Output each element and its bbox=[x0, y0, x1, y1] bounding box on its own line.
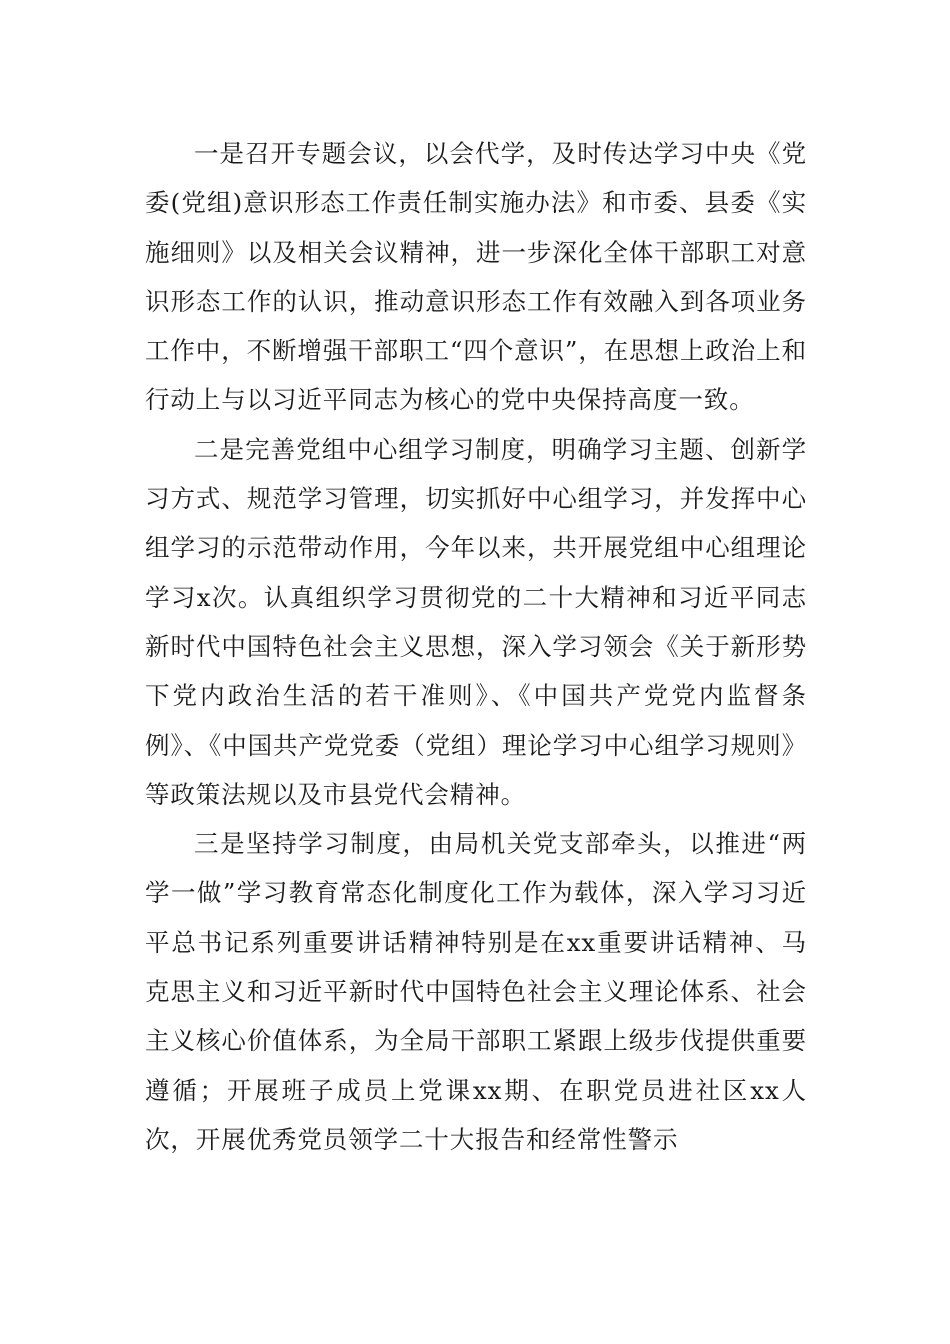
paragraph-2: 二是完善党组中心组学习制度，明确学习主题、创新学习方式、规范学习管理，切实抓好中心组学习，并发挥中心组学习的示范带动作用，今年以来，共开展党组中心组理论学习x次。认真组织学习贯彻党的二十大精神和习近平同志新时代中国特色社会主义思想，深入学习领会《关于新形势下党内政治生活的若干准则》、《中国共产党党内监督条例》、《中国共产党党委（党组）理论学习中心组学习规则》等政策法规以及市县党代会精神。 bbox=[145, 434, 807, 809]
paragraph-1: 一是召开专题会议，以会代学，及时传达学习中央《党委(党组)意识形态工作责任制实施办法》和市委、县委《实施细则》以及相关会议精神，进一步深化全体干部职工对意识形态工作的认识，推动意识形态工作有效融入到各项业务工作中，不断增强干部职工“四个意识”，在思想上政治上和行动上与以习近平同志为核心的党中央保持高度一致。 bbox=[145, 139, 807, 415]
document-body bbox=[145, 129, 807, 1164]
paragraph-3: 三是坚持学习制度，由局机关党支部牵头，以推进“两学一做”学习教育常态化制度化工作为载体，深入学习习近平总书记系列重要讲话精神特别是在xx重要讲话精神、马克思主义和习近平新时代中国特色社会主义理论体系、社会主义核心价值体系，为全局干部职工紧跟上级步伐提供重要遵循；开展班子成员上党课xx期、在职党员进社区xx人次，开展优秀党员领学二十大报告和经常性警示 bbox=[145, 829, 807, 1154]
